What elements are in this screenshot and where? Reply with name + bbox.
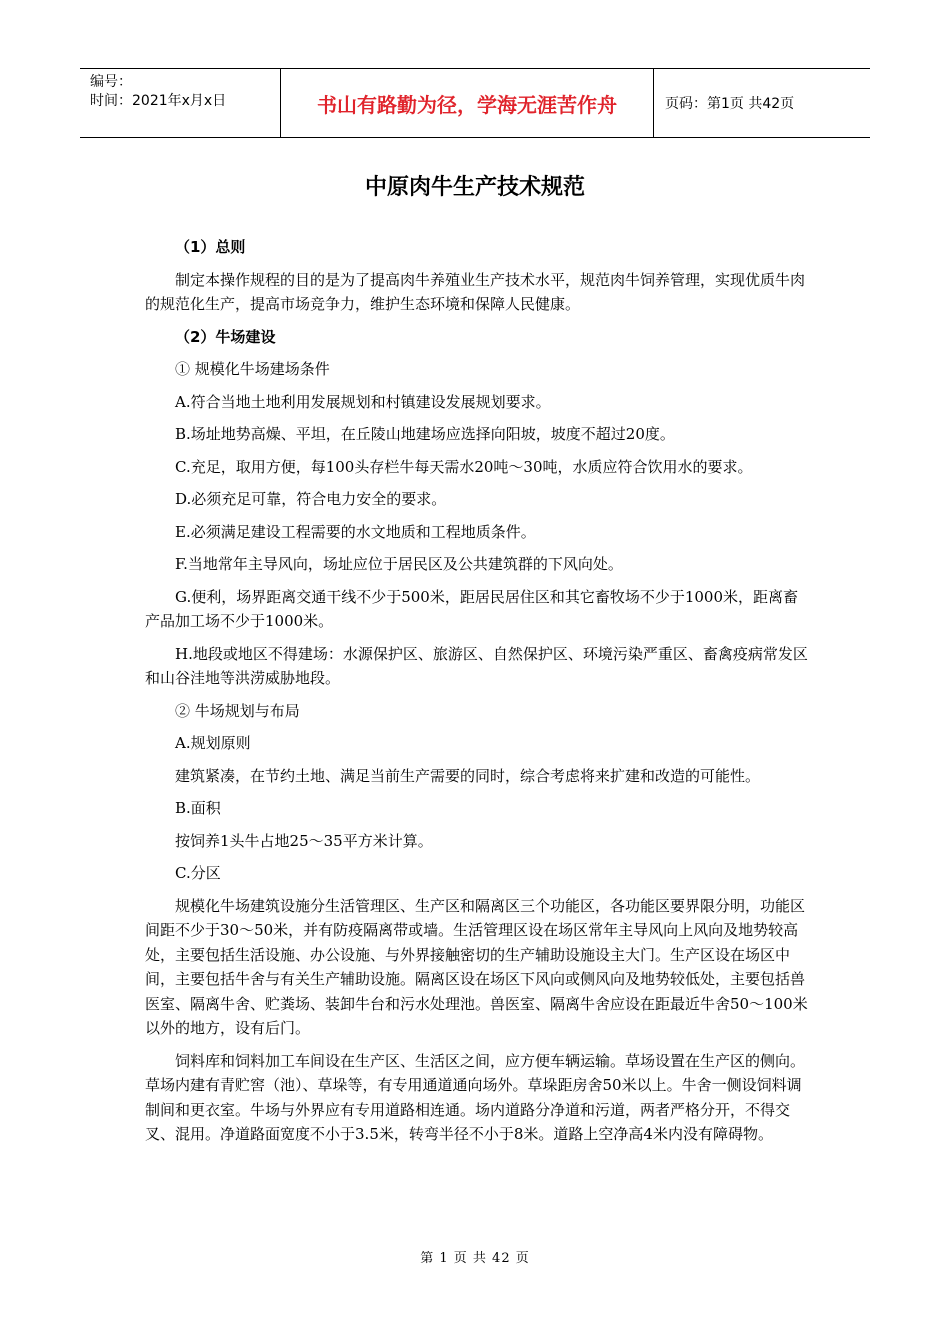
paragraph: 制定本操作规程的目的是为了提高肉牛养殖业生产技术水平，规范肉牛饲养管理，实现优质牛肉的规范化生产，提高市场竞争力，维护生态环境和保障人民健康。 (145, 270, 806, 313)
section-heading: （2）牛场建设 (175, 327, 276, 346)
header-left (80, 69, 281, 137)
header-page-info: 页码：第1页 共42页 (665, 96, 795, 112)
header-motto: 书山有路勤为径，学海无涯苦作舟 (281, 69, 654, 137)
document-title: 中原肉牛生产技术规范 (364, 175, 585, 200)
document-time: 时间：2021年x月x日 (90, 93, 227, 109)
section-heading: （1）总则 (175, 238, 246, 256)
paragraph: H.地段或地区不得建场：水源保护区、旅游区、自然保护区、环境污染严重区、畜禽疫病常发区和山谷洼地等洪涝威胁地段。 (145, 644, 808, 687)
paragraph: F.当地常年主导风向，场址应位于居民区及公共建筑群的下风向处。 (175, 555, 623, 573)
paragraph: A.符合当地土地利用发展规划和村镇建设发展规划要求。 (175, 392, 551, 411)
paragraph: D.必须充足可靠，符合电力安全的要求。 (175, 490, 447, 508)
paragraph: ② 牛场规划与布局 (175, 701, 300, 720)
paragraph: C.充足，取用方便，每100头存栏牛每天需水20吨～30吨，水质应符合饮用水的要求。 (175, 457, 753, 476)
document-number-label: 编号： (90, 74, 132, 90)
paragraph: 建筑紧凑，在节约土地、满足当前生产需要的同时，综合考虑将来扩建和改造的可能性。 (175, 766, 761, 785)
paragraph: 饲料库和饲料加工车间设在生产区、生活区之间，应方便车辆运输。草场设置在生产区的侧向。草场内建有青贮窖（池）、草垛等，有专用通道通向场外。草垛距房舍50米以上。牛舍一侧设饲料调制间和更衣室。牛场与外界应有专用道路相连通。场内道路分净道和污道，两者严格分开，不得交叉、混用。净道路面宽度不小于3.5米，转弯半径不小于8米。道路上空净高4米内没有障碍物。 (145, 1051, 806, 1143)
paragraph: G.便利，场界距离交通干线不少于500米，距居民居住区和其它畜牧场不少于1000米，距离畜产品加工场不少于1000米。 (145, 587, 799, 630)
paragraph: E.必须满足建设工程需要的水文地质和工程地质条件。 (175, 522, 536, 541)
page-footer: 第 1 页 共 42 页 (420, 1251, 530, 1266)
document-body (145, 235, 810, 1155)
paragraph: B.面积 (175, 799, 221, 817)
paragraph: B.场址地势高燥、平坦，在丘陵山地建场应选择向阳坡，坡度不超过20度。 (175, 425, 675, 443)
paragraph: 按饲养1头牛占地25～35平方米计算。 (175, 831, 433, 850)
paragraph: 规模化牛场建筑设施分生活管理区、生产区和隔离区三个功能区，各功能区要界限分明，功能区间距不少于30～50米，并有防疫隔离带或墙。生活管理区设在场区常年主导风向上风向及地势较高处，主要包括生活设施、办公设施、与外界接触密切的生产辅助设施设主大门。生产区设在场区中间，主要包括牛舍与有关生产辅助设施。隔离区设在场区下风向或侧风向及地势较低处，主要包括兽医室、隔离牛舍、贮粪场、装卸牛台和污水处理池。兽医室、隔离牛舍应设在距最近牛舍50～100米以外的地方，设有后门。 (145, 896, 808, 1037)
paragraph: C.分区 (175, 864, 221, 882)
paragraph: A.规划原则 (175, 734, 251, 752)
page-header (80, 68, 870, 138)
paragraph: ① 规模化牛场建场条件 (175, 360, 330, 378)
